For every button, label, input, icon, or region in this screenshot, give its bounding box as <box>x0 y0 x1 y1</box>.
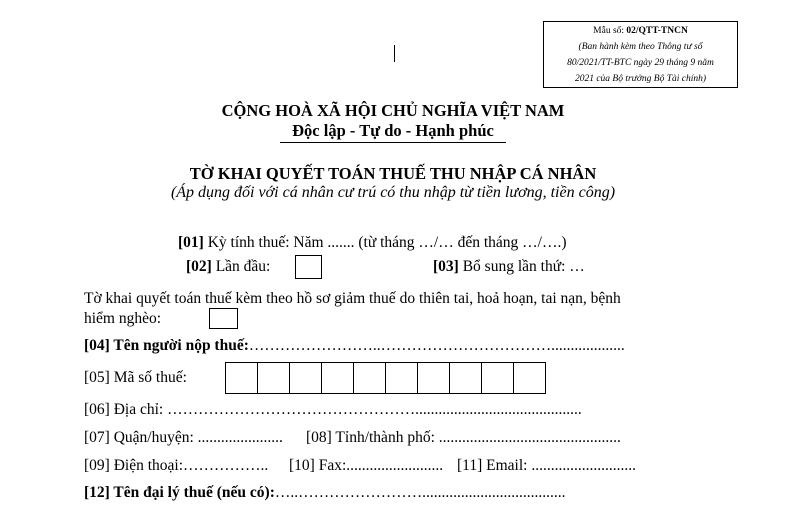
tax-code-cell[interactable] <box>481 362 514 394</box>
tax-code-cell[interactable] <box>385 362 418 394</box>
field-09-phone[interactable]: [09] Điện thoại:…………….. <box>84 457 269 474</box>
tax-code-cell[interactable] <box>321 362 354 394</box>
tax-code-cell[interactable] <box>225 362 258 394</box>
text-cursor <box>394 45 395 62</box>
tax-code-cells[interactable] <box>225 362 545 394</box>
attachment-checkbox[interactable] <box>209 308 238 329</box>
field-12-tax-agent[interactable]: [12] Tên đại lý thuế (nếu có):…..……………………..................................... <box>84 484 566 501</box>
field-01-tax-period: [01] Kỳ tính thuế: Năm ....... (từ tháng …/… đến tháng …/….) <box>178 234 567 251</box>
tax-code-cell[interactable] <box>513 362 546 394</box>
tax-code-cell[interactable] <box>417 362 450 394</box>
form-issued-line3: 2021 của Bộ trưởng Bộ Tài chính) <box>574 74 707 84</box>
tax-code-cell[interactable] <box>257 362 290 394</box>
form-code-line <box>544 22 737 39</box>
form-title: TỜ KHAI QUYẾT TOÁN THUẾ THU NHẬP CÁ NHÂN <box>189 164 597 183</box>
field-05-tax-code-label: [05] Mã số thuế: <box>84 369 187 386</box>
motto-heading: Độc lập - Tự do - Hạnh phúc <box>292 121 494 140</box>
field-03-supplement: [03] Bổ sung lần thứ: … <box>433 258 585 275</box>
nation-heading: CỘNG HOÀ XÃ HỘI CHỦ NGHĨA VIỆT NAM <box>221 101 565 120</box>
form-code-label: Mẫu số: <box>593 26 627 36</box>
attachment-line-1: Tờ khai quyết toán thuế kèm theo hồ sơ giảm thuế do thiên tai, hoả hoạn, tai nạn, bệnh <box>84 290 621 307</box>
form-code-box <box>543 21 738 88</box>
first-time-checkbox[interactable] <box>295 255 322 279</box>
tax-code-cell[interactable] <box>353 362 386 394</box>
form-issued-line1: (Ban hành kèm theo Thông tư số <box>578 42 703 52</box>
field-02-first-time: [02] Lần đầu: <box>186 258 271 275</box>
field-06-address[interactable]: [06] Địa chỉ: …………………………………………........................................... <box>84 401 582 418</box>
field-11-email[interactable]: [11] Email: ........................... <box>457 457 636 474</box>
form-subtitle: (Áp dụng đối với cá nhân cư trú có thu nhập từ tiền lương, tiền công) <box>170 184 616 201</box>
form-code-value: 02/QTT-TNCN <box>626 26 688 36</box>
field-04-taxpayer-name[interactable]: [04] Tên người nộp thuế:……………………..……………………………................... <box>84 337 625 354</box>
tax-code-cell[interactable] <box>449 362 482 394</box>
motto-underline <box>280 142 506 143</box>
field-07-district[interactable]: [07] Quận/huyện: ...................... <box>84 429 283 446</box>
field-10-fax[interactable]: [10] Fax:......................... <box>289 457 444 474</box>
tax-code-cell[interactable] <box>289 362 322 394</box>
form-issued-line2: 80/2021/TT-BTC ngày 29 tháng 9 năm <box>567 58 714 68</box>
attachment-line-2: hiểm nghèo: <box>84 310 162 327</box>
field-08-province[interactable]: [08] Tỉnh/thành phố: ............................................... <box>306 429 621 446</box>
